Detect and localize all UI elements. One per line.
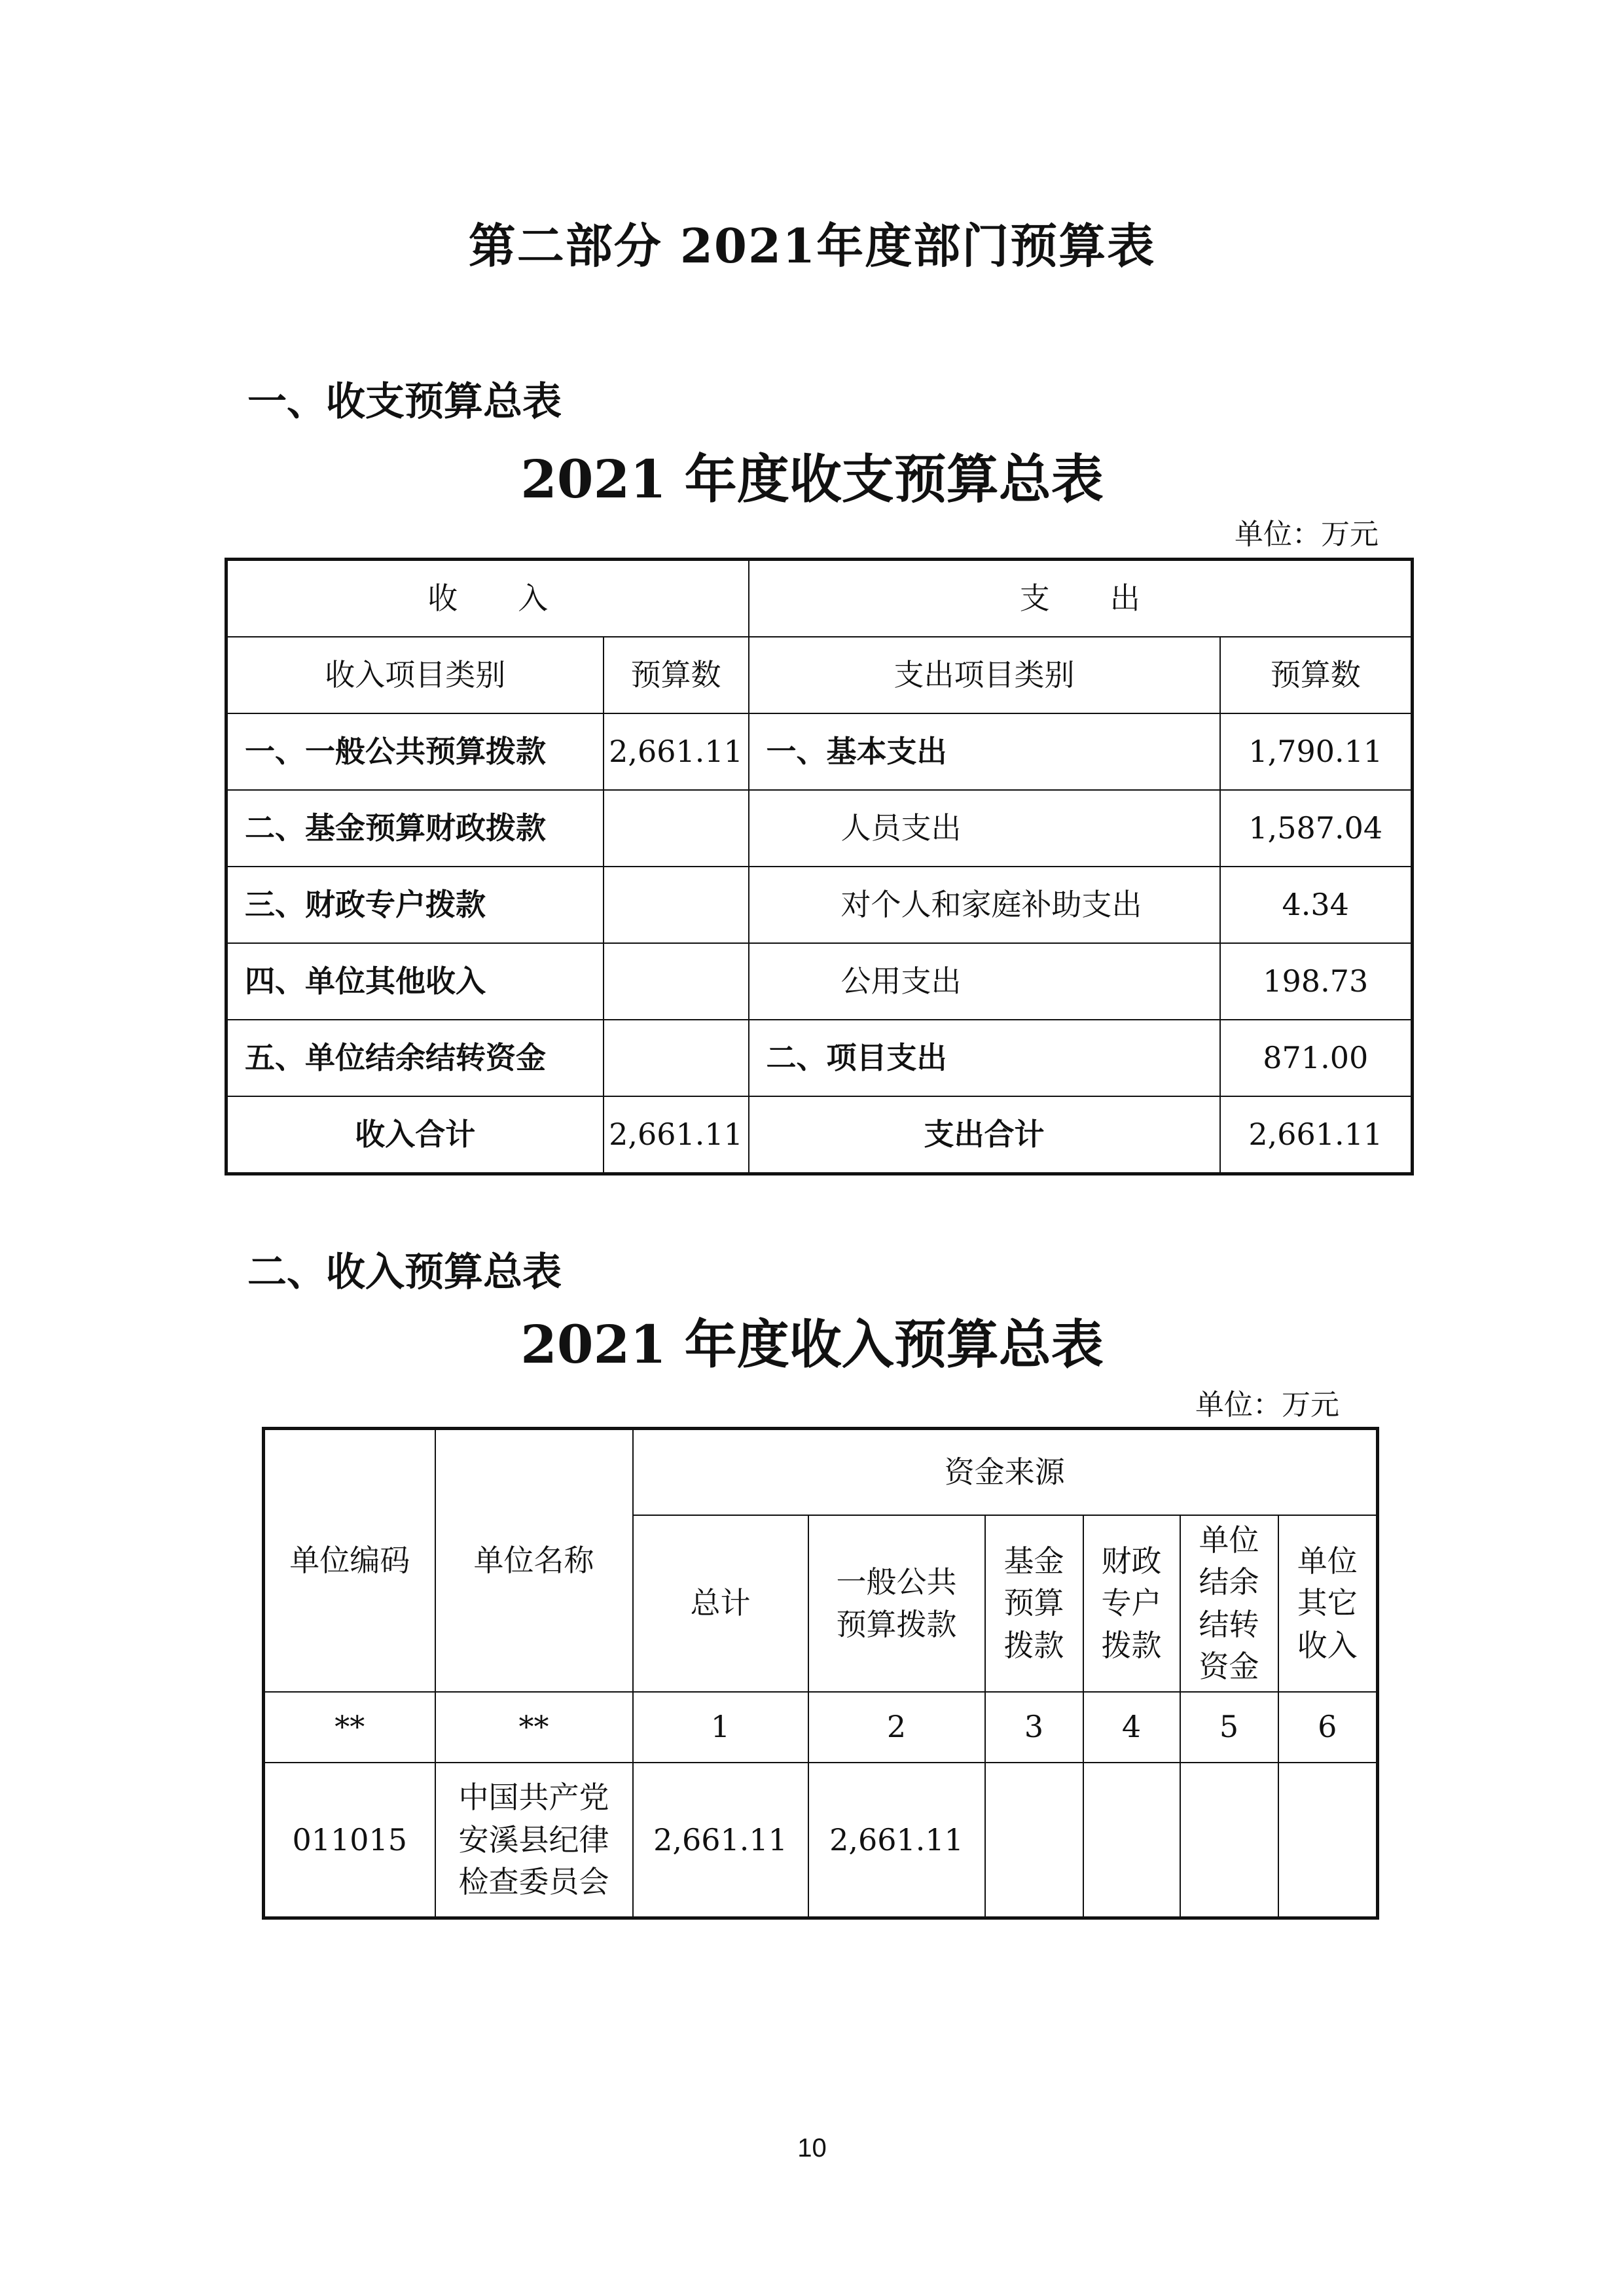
income-amount-header: 预算数	[604, 637, 749, 713]
unit-code: 011015	[264, 1763, 435, 1918]
section1-table-title: 2021 年度收支预算总表	[520, 448, 1104, 510]
expense-total-label: 支出合计	[749, 1096, 1220, 1174]
expense-item: 一、基本支出	[749, 713, 1220, 790]
totals-row	[226, 1096, 1413, 1174]
income-header: 收 入	[226, 560, 749, 637]
expense-header: 支 出	[749, 560, 1413, 637]
section2-table-title: 2021 年度收入预算总表	[520, 1314, 1104, 1375]
header-line: 专户	[1101, 1585, 1162, 1621]
table-row	[264, 1763, 1378, 1918]
index-cell: 3	[985, 1692, 1083, 1763]
table-column-row	[226, 637, 1413, 713]
carryover-value	[1180, 1763, 1278, 1918]
income-category-header: 收入项目类别	[226, 637, 604, 713]
header-line: 财政	[1101, 1543, 1162, 1579]
fund-source-header: 资金来源	[633, 1429, 1378, 1515]
fiscal-value	[1083, 1763, 1180, 1918]
table-row	[226, 790, 1413, 867]
general-budget-line: 预算拨款	[836, 1606, 957, 1642]
expense-value: 4.34	[1220, 867, 1413, 943]
income-item: 四、单位其他收入	[226, 943, 604, 1020]
unit-code-header: 单位编码	[264, 1429, 435, 1692]
income-total-value: 2,661.11	[604, 1096, 749, 1174]
index-cell: **	[264, 1692, 435, 1763]
income-value	[604, 790, 749, 867]
index-cell: 5	[1180, 1692, 1278, 1763]
header-line: 基金	[1003, 1543, 1064, 1579]
expense-item: 二、项目支出	[749, 1020, 1220, 1096]
expense-total-value: 2,661.11	[1220, 1096, 1413, 1174]
fiscal-account-header	[1083, 1515, 1180, 1692]
index-cell: 4	[1083, 1692, 1180, 1763]
unit-name-line: 安溪县纪律	[458, 1821, 609, 1857]
table-row	[226, 713, 1413, 790]
part-title: 第二部分 2021年度部门预算表	[468, 218, 1156, 274]
budget-summary-table	[225, 558, 1414, 1175]
total-header: 总计	[633, 1515, 808, 1692]
table-row	[226, 1020, 1413, 1096]
income-total-label: 收入合计	[226, 1096, 604, 1174]
total-value: 2,661.11	[633, 1763, 808, 1918]
header-line: 资金	[1199, 1648, 1259, 1684]
header-line: 收入	[1297, 1627, 1358, 1663]
expense-item: 人员支出	[749, 790, 1220, 867]
index-cell: 6	[1278, 1692, 1378, 1763]
header-line: 单位	[1297, 1543, 1358, 1579]
header-line: 拨款	[1101, 1627, 1162, 1663]
header-line: 拨款	[1003, 1627, 1064, 1663]
expense-value: 1,790.11	[1220, 713, 1413, 790]
fund-budget-header	[985, 1515, 1083, 1692]
unit-name-line: 中国共产党	[458, 1780, 609, 1816]
unit-name-header: 单位名称	[435, 1429, 633, 1692]
unit-name	[435, 1763, 633, 1918]
index-cell: 1	[633, 1692, 808, 1763]
income-value	[604, 867, 749, 943]
table-row	[226, 867, 1413, 943]
expense-item: 公用支出	[749, 943, 1220, 1020]
income-item: 一、一般公共预算拨款	[226, 713, 604, 790]
index-cell: 2	[808, 1692, 985, 1763]
section2-unit: 单位：万元	[1195, 1388, 1339, 1422]
income-item: 二、基金预算财政拨款	[226, 790, 604, 867]
general-budget-line: 一般公共	[836, 1564, 957, 1600]
header-line: 结余	[1199, 1564, 1259, 1600]
income-summary-table	[262, 1427, 1379, 1920]
income-value	[604, 943, 749, 1020]
table-header-row	[264, 1429, 1378, 1515]
index-row	[264, 1692, 1378, 1763]
header-line: 其它	[1297, 1585, 1358, 1621]
expense-amount-header: 预算数	[1220, 637, 1413, 713]
other-value	[1278, 1763, 1378, 1918]
page-number: 10	[797, 2134, 827, 2162]
table-row	[226, 943, 1413, 1020]
income-item: 三、财政专户拨款	[226, 867, 604, 943]
section1-heading: 一、收支预算总表	[247, 379, 562, 425]
header-line: 预算	[1003, 1585, 1064, 1621]
header-line: 单位	[1199, 1522, 1259, 1558]
general-value: 2,661.11	[808, 1763, 985, 1918]
index-cell: **	[435, 1692, 633, 1763]
income-value: 2,661.11	[604, 713, 749, 790]
other-income-header	[1278, 1515, 1378, 1692]
section2-heading: 二、收入预算总表	[247, 1249, 562, 1295]
general-budget-header	[808, 1515, 985, 1692]
income-item: 五、单位结余结转资金	[226, 1020, 604, 1096]
expense-value: 198.73	[1220, 943, 1413, 1020]
unit-name-line: 检查委员会	[458, 1863, 609, 1899]
expense-category-header: 支出项目类别	[749, 637, 1220, 713]
expense-item: 对个人和家庭补助支出	[749, 867, 1220, 943]
fund-value	[985, 1763, 1083, 1918]
expense-value: 1,587.04	[1220, 790, 1413, 867]
carryover-header	[1180, 1515, 1278, 1692]
expense-value: 871.00	[1220, 1020, 1413, 1096]
header-line: 结转	[1199, 1606, 1259, 1642]
section1-unit: 单位：万元	[1235, 518, 1379, 551]
income-value	[604, 1020, 749, 1096]
table-header-row	[226, 560, 1413, 637]
